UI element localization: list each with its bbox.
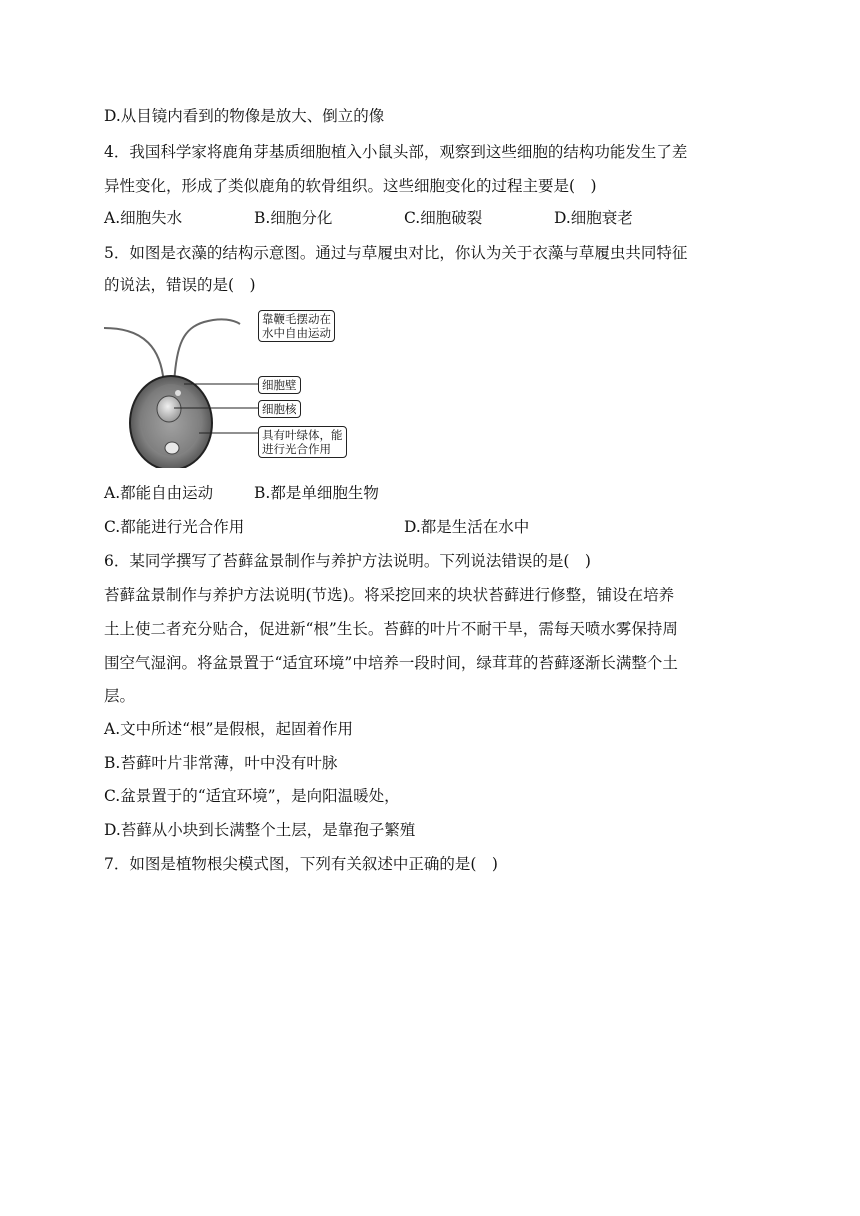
q6-stem: 6．某同学撰写了苔藓盆景制作与养护方法说明。下列说法错误的是( ) (104, 552, 591, 570)
q6-option-b: B.苔藓叶片非常薄，叶中没有叶脉 (104, 754, 338, 772)
q6-passage-line2: 土上使二者充分贴合，促进新“根”生长。苔藓的叶片不耐干旱，需每天喷水雾保持周 (104, 620, 678, 638)
q5-option-b: B.都是单细胞生物 (254, 484, 379, 502)
q6-option-a: A.文中所述“根”是假根，起固着作用 (104, 720, 353, 738)
q5-stem-line2: 的说法，错误的是( ) (104, 276, 256, 294)
q6-option-d: D.苔藓从小块到长满整个土层，是靠孢子繁殖 (104, 821, 416, 839)
q5-stem-line1: 5．如图是衣藻的结构示意图。通过与草履虫对比，你认为关于衣藻与草履虫共同特征 (104, 244, 688, 262)
q7-stem: 7．如图是植物根尖模式图，下列有关叙述中正确的是( ) (104, 855, 498, 873)
label-chloroplast: 具有叶绿体，能 进行光合作用 (258, 426, 347, 458)
nucleus-shape (157, 396, 181, 422)
label-cell-wall: 细胞壁 (258, 376, 301, 394)
q3-option-d: D.从目镜内看到的物像是放大、倒立的像 (104, 107, 385, 125)
chlamydomonas-figure (104, 308, 364, 468)
q4-option-d: D.细胞衰老 (554, 209, 633, 227)
q5-option-c: C.都能进行光合作用 (104, 518, 245, 536)
q4-stem-line2: 异性变化，形成了类似鹿角的软骨组织。这些细胞变化的过程主要是( ) (104, 177, 597, 195)
q4-option-b: B.细胞分化 (254, 209, 333, 227)
q5-option-d: D.都是生活在水中 (404, 518, 530, 536)
q6-passage-line4: 层。 (104, 687, 136, 705)
pyrenoid-shape (165, 442, 179, 454)
label-nucleus: 细胞核 (258, 400, 301, 418)
q4-stem-line1: 4．我国科学家将鹿角芽基质细胞植入小鼠头部，观察到这些细胞的结构功能发生了差 (104, 143, 688, 161)
q6-option-c: C.盆景置于的“适宜环境”，是向阳温暖处， (104, 787, 400, 805)
flagellum-right (174, 319, 240, 386)
flagellum-left (104, 328, 164, 386)
q6-passage-line3: 围空气湿润。将盆景置于“适宜环境”中培养一段时间，绿茸茸的苔藓逐渐长满整个土 (104, 654, 678, 672)
q5-option-a: A.都能自由运动 (104, 484, 214, 502)
q4-option-a: A.细胞失水 (104, 209, 183, 227)
q6-passage-line1: 苔藓盆景制作与养护方法说明(节选)。将采挖回来的块状苔藓进行修整，铺设在培养 (104, 586, 675, 604)
label-flagella: 靠鞭毛摆动在 水中自由运动 (258, 310, 335, 342)
q4-option-c: C.细胞破裂 (404, 209, 483, 227)
